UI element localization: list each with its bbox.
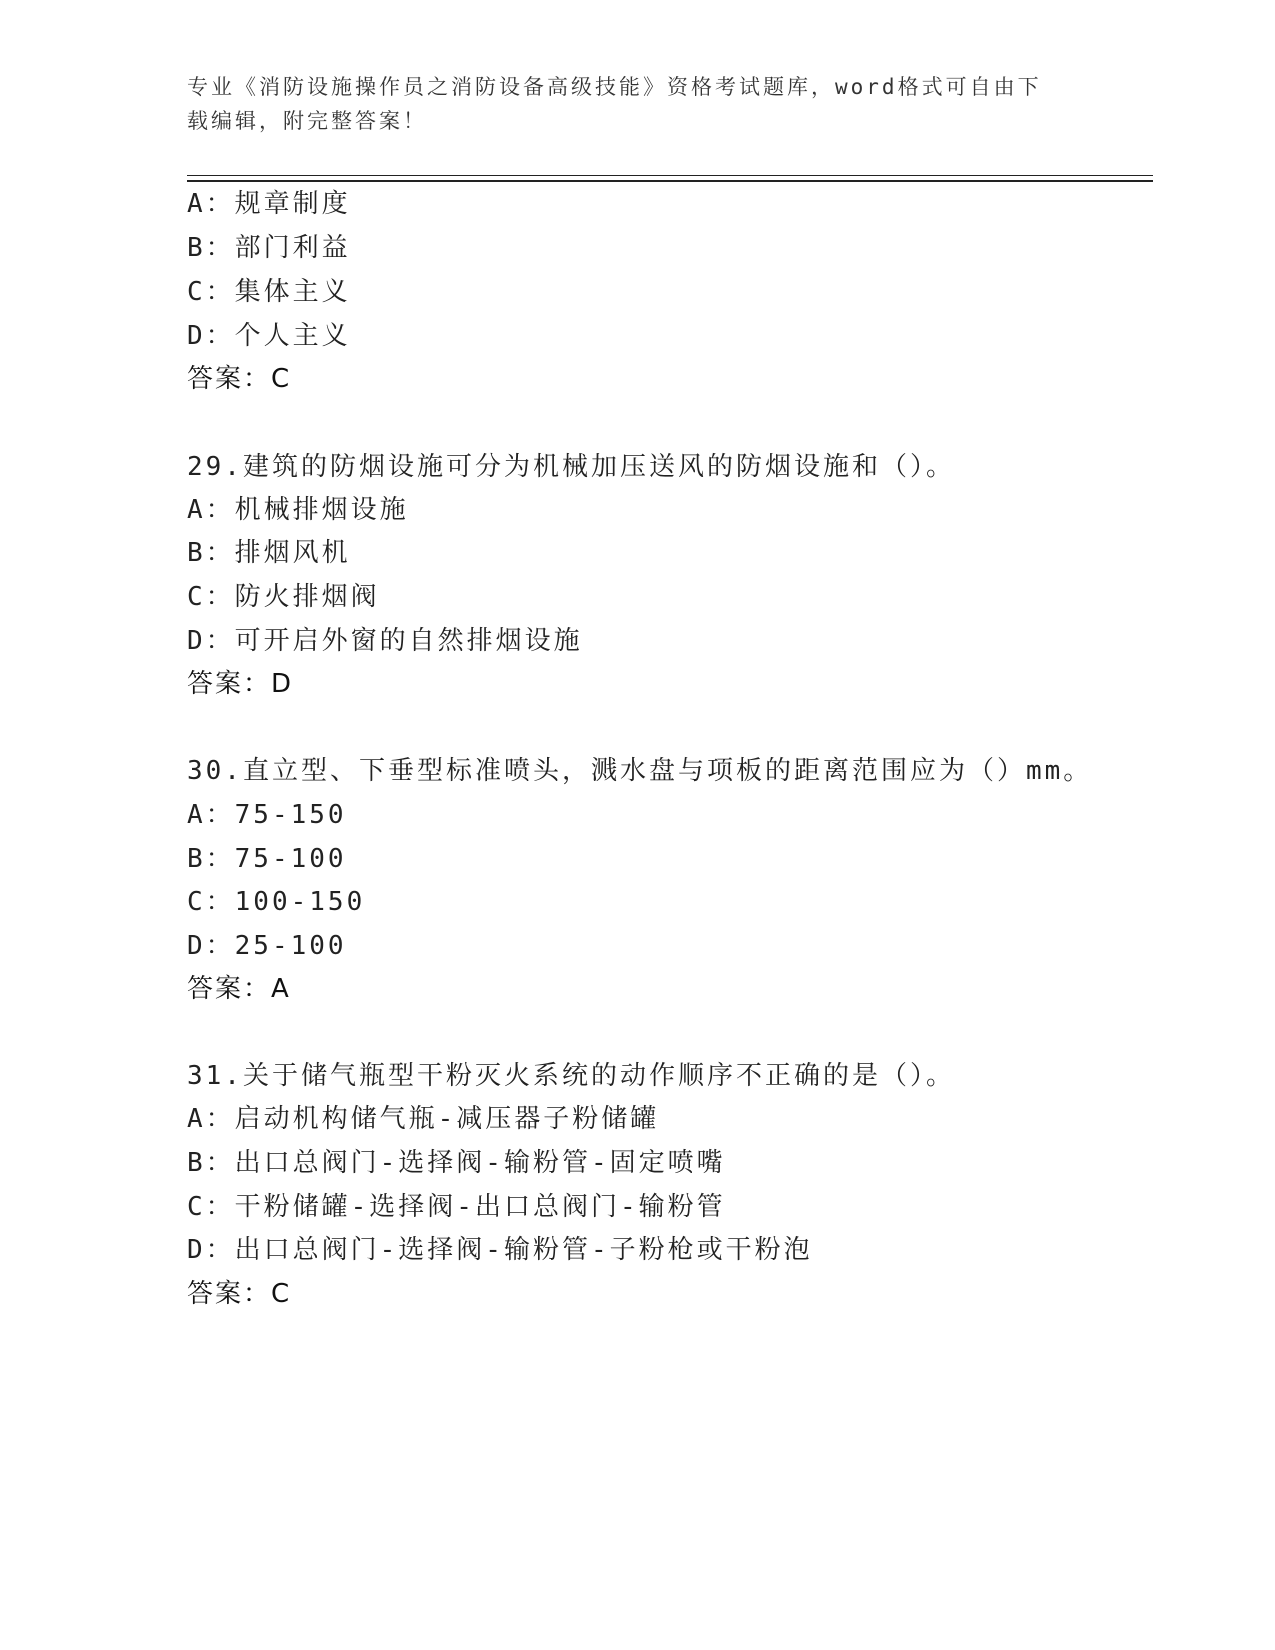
q28-option-a: A：规章制度 [187,189,351,219]
q29-option-c: C：防火排烟阀 [187,582,380,612]
q29-option-b: B：排烟风机 [187,538,351,568]
q29-option-a: A：机械排烟设施 [187,495,409,525]
header-line-2: 载编辑，附完整答案！ [187,109,427,133]
header-divider-thin [187,175,1153,176]
q30-option-b: B：75-100 [187,844,347,874]
q28-option-c: C：集体主义 [187,277,351,307]
q30-option-c: C：100-150 [187,887,366,917]
q31-option-b: B：出口总阀门-选择阀-输粉管-固定喷嘴 [187,1148,726,1178]
q29-option-d: D：可开启外窗的自然排烟设施 [187,626,583,656]
header-divider-thick [187,180,1153,182]
q29-answer: 答案：D [187,669,294,699]
document-header [187,70,1067,138]
q31-option-a: A：启动机构储气瓶-减压器子粉储罐 [187,1104,660,1134]
q29-stem: 29.建筑的防烟设施可分为机械加压送风的防烟设施和（）。 [187,452,955,482]
q30-option-a: A：75-150 [187,800,347,830]
q28-answer: 答案：C [187,364,292,394]
q30-answer: 答案：A [187,974,291,1004]
q31-stem: 31.关于储气瓶型干粉灭火系统的动作顺序不正确的是（）。 [187,1061,955,1091]
q31-option-d: D：出口总阀门-选择阀-输粉管-子粉枪或干粉泡 [187,1235,813,1265]
q30-stem: 30.直立型、下垂型标准喷头，溅水盘与项板的距离范围应为（）mm。 [187,756,1093,786]
q30-option-d: D：25-100 [187,931,347,961]
q28-option-b: B：部门利益 [187,233,351,263]
q31-option-c: C：干粉储罐-选择阀-出口总阀门-输粉管 [187,1192,726,1222]
q28-option-d: D：个人主义 [187,321,351,351]
q31-answer: 答案：C [187,1279,292,1309]
header-line-1: 专业《消防设施操作员之消防设备高级技能》资格考试题库，word格式可自由下 [187,75,1042,99]
